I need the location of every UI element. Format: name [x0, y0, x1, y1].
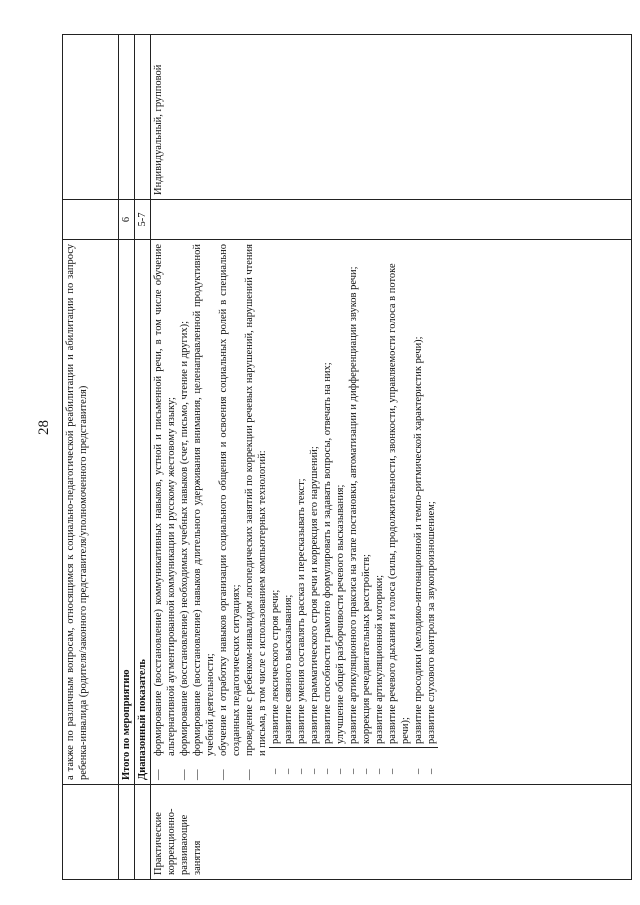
dash-marker: –	[309, 768, 320, 774]
list-item	[191, 244, 217, 780]
technology-item-text: развитие слухового контроля за звукопроизношением;	[425, 244, 438, 748]
dash-marker: –	[426, 768, 437, 774]
dash-marker: –	[387, 768, 398, 774]
form-cell	[151, 35, 632, 200]
dash-marker: —	[179, 769, 190, 780]
technology-item-text: развитие артикуляционной моторики;	[373, 244, 386, 748]
range-label: Диапазонный показатель	[135, 240, 151, 785]
activity-name: Практические коррекционно-развивающие занятия	[153, 808, 203, 875]
table-row	[119, 35, 135, 880]
total-label: Итого по мероприятию	[119, 240, 135, 785]
range-value: 5-7	[135, 200, 151, 240]
dash-marker: —	[192, 769, 203, 780]
list-item-text: формирование (восстановление) необходимых учебных навыков (счет, письмо, чтение и других);	[179, 320, 190, 756]
list-item-text: обучение и отработку навыков организации социального общения и освоения социальных ролей в специально созданных педагогических ситуациях;	[218, 244, 242, 756]
table-row	[63, 35, 119, 880]
rotated-table-frame	[62, 35, 632, 880]
technology-item-text: развитие способности грамотно формулировать и задавать вопросы, отвечать на них;	[321, 244, 334, 748]
technology-item-text: улучшение общей разборчивости речевого высказывания;	[334, 244, 347, 748]
continuation-text: а также по различным вопросам, относящимся к социально-педагогической реабилитации и абилитации по запросу ребенка-инвалида (родителя/законного представителя/уполномоченного представителя)	[65, 244, 89, 780]
dash-marker: –	[413, 768, 424, 774]
dash-marker: —	[218, 769, 229, 780]
empty-cell	[63, 200, 119, 240]
empty-cell	[63, 785, 119, 880]
technology-item	[412, 244, 425, 780]
content-items	[152, 244, 269, 780]
list-item-text: формирование (восстановление) коммуникативных навыков, устной и письменной речи, в том числе обучение альтернативной аугментированной коммуникации и русскому жестовому языку;	[153, 244, 177, 756]
continuation-cell	[63, 240, 119, 785]
technology-item-text: развитие артикуляционного праксиса на этапе постановки, автоматизации и дифференциации звуков речи;	[347, 244, 360, 748]
technology-item-text: коррекция речедвигательных расстройств;	[360, 244, 373, 748]
technology-item	[373, 244, 386, 780]
technology-item-text: развитие грамматического строя речи и коррекция его нарушений;	[308, 244, 321, 748]
empty-cell	[63, 35, 119, 200]
empty-cell	[135, 785, 151, 880]
dash-marker: —	[153, 769, 164, 780]
list-item	[152, 244, 178, 780]
technology-item-text: развитие речевого дыхания и голоса (силы, продолжительности, звонкости, управляемости голоса в потоке речи);	[386, 244, 412, 748]
total-value: 6	[119, 200, 135, 240]
page-number: 28	[36, 420, 52, 435]
technology-item	[321, 244, 334, 780]
table-row	[151, 35, 632, 880]
technology-item-text: развитие просодики (мелодико-интонационной и темпо-ритмической характеристик речи);	[412, 244, 425, 748]
technology-item-text: развитие умения составлять рассказ и пересказывать текст;	[295, 244, 308, 748]
dash-marker: –	[283, 768, 294, 774]
list-item	[217, 244, 243, 780]
activity-content-cell	[151, 240, 632, 785]
empty-cell	[119, 785, 135, 880]
activities-table	[62, 34, 632, 880]
technology-item	[269, 244, 282, 780]
technology-item	[386, 244, 412, 780]
empty-cell	[151, 200, 632, 240]
table-row	[135, 35, 151, 880]
technology-item	[334, 244, 347, 780]
list-item-text: формирование (восстановление) навыков длительного удерживания внимания, целенаправленной продуктивной учебной деятельности;	[192, 244, 216, 756]
dash-marker: –	[374, 768, 385, 774]
technology-item	[282, 244, 295, 780]
technology-item	[425, 244, 438, 780]
dash-marker: –	[270, 768, 281, 774]
technology-item-text: развитие лексического строя речи;	[269, 244, 282, 748]
dash-marker: –	[296, 768, 307, 774]
technology-item-text: развитие связного высказывания;	[282, 244, 295, 748]
technology-item	[308, 244, 321, 780]
technology-item	[360, 244, 373, 780]
technology-item	[347, 244, 360, 780]
list-item	[178, 244, 191, 780]
technology-items	[269, 244, 438, 780]
dash-marker: –	[322, 768, 333, 774]
list-item	[243, 244, 269, 780]
dash-marker: –	[361, 768, 372, 774]
form-text: Индивидуальный, групповой	[153, 64, 164, 195]
activity-name-cell	[151, 785, 632, 880]
dash-marker: —	[244, 769, 255, 780]
empty-cell	[119, 35, 135, 200]
empty-cell	[135, 35, 151, 200]
dash-marker: –	[348, 768, 359, 774]
dash-marker: –	[335, 768, 346, 774]
list-item-text: проведение с ребенком-инвалидом логопедических занятий по коррекции речевых нарушений, нарушений чтения и письма, в том числе с использованием компьютерных технологий:	[244, 244, 268, 756]
technology-item	[295, 244, 308, 780]
